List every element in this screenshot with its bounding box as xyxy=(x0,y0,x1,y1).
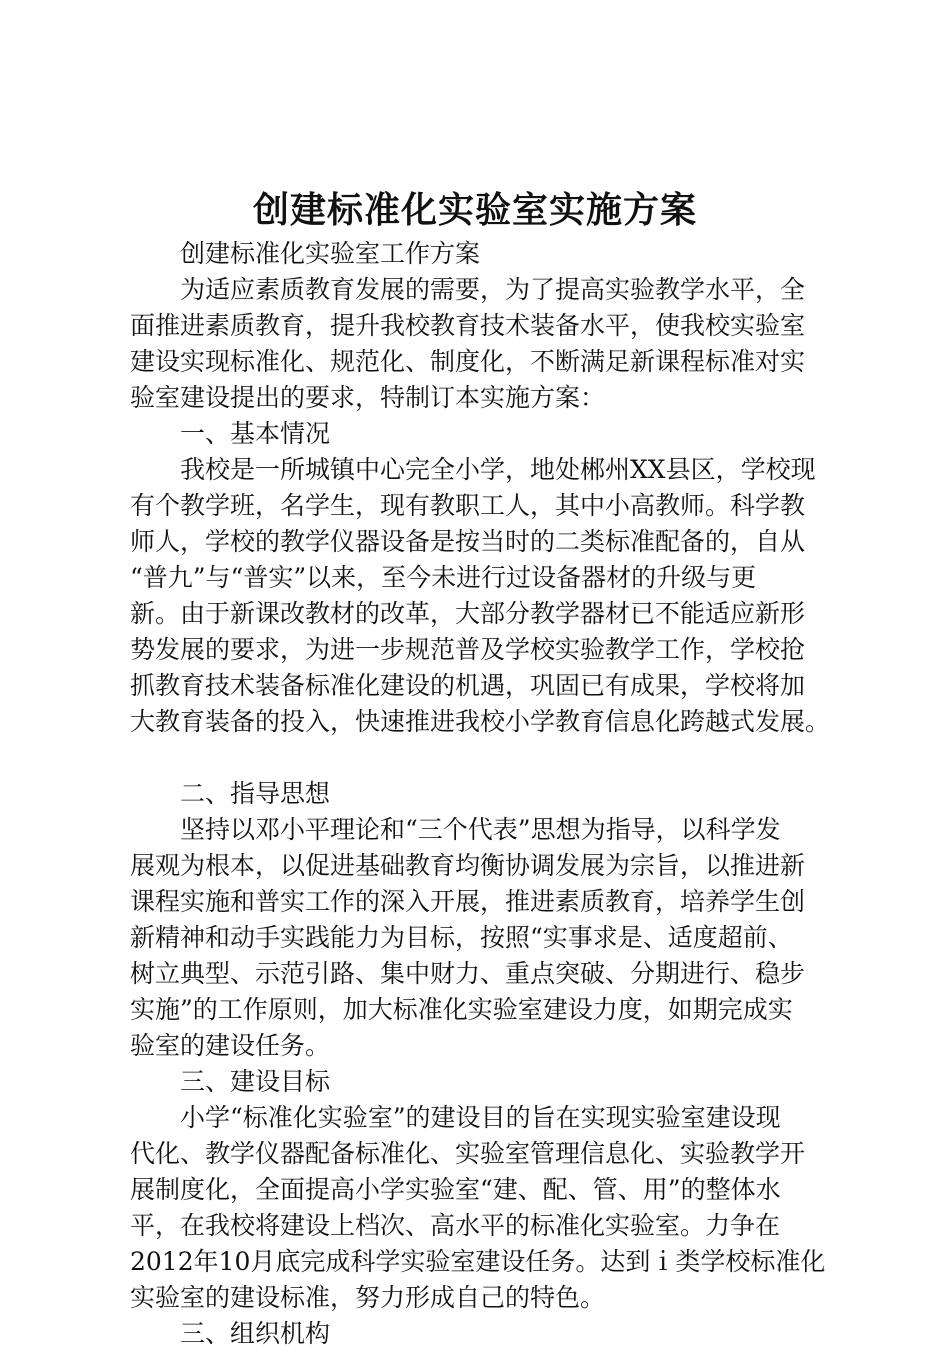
text-line: 势发展的要求，为进一步规范普及学校实验教学工作，学校抢 xyxy=(130,635,806,664)
text-line: 抓教育技术装备标准化建设的机遇，巩固已有成果，学校将加 xyxy=(130,671,806,700)
text-line: 实施”的工作原则，加大标准化实验室建设力度，如期完成实 xyxy=(130,995,793,1024)
text-line: 面推进素质教育，提升我校教育技术装备水平，使我校实验室 xyxy=(130,311,806,340)
document-title: 创建标准化实验室实施方案 xyxy=(252,189,697,231)
text-line: 验室建设提出的要求，特制订本实施方案： xyxy=(130,383,606,412)
text-line: 课程实施和普实工作的深入开展，推进素质教育，培养学生创 xyxy=(130,887,806,916)
text-line: 新精神和动手实践能力为目标，按照“实事求是、适度超前、 xyxy=(130,923,793,952)
text-line: 展观为根本，以促进基础教育均衡协调发展为宗旨，以推进新 xyxy=(130,851,806,880)
text-line: 小学“标准化实验室”的建设目的旨在实现实验室建设现 xyxy=(180,1103,781,1132)
text-line: 师人，学校的教学仪器设备是按当时的二类标准配备的，自从 xyxy=(130,527,806,556)
text-line: 我校是一所城镇中心完全小学，地处郴州XX县区，学校现 xyxy=(180,455,816,484)
text-line: “普九”与“普实”以来，至今未进行过设备器材的升级与更 xyxy=(130,563,757,592)
text-line: 实验室的建设标准，努力形成自己的特色。 xyxy=(130,1283,606,1312)
text-line: 三、组织机构 xyxy=(180,1319,331,1348)
text-line: 大教育装备的投入，快速推进我校小学教育信息化跨越式发展。 xyxy=(130,707,831,736)
text-line: 一、基本情况 xyxy=(180,419,331,448)
text-line: 展制度化，全面提高小学实验室“建、配、管、用”的整体水 xyxy=(130,1175,781,1204)
text-line: 坚持以邓小平理论和“三个代表”思想为指导，以科学发 xyxy=(180,815,781,844)
text-line: 二、指导思想 xyxy=(180,779,331,808)
text-line: 验室的建设任务。 xyxy=(130,1031,331,1060)
text-line: 平，在我校将建设上档次、高水平的标准化实验室。力争在 xyxy=(130,1211,781,1240)
text-line: 为适应素质教育发展的需要，为了提高实验教学水平，全 xyxy=(180,275,806,304)
text-line: 树立典型、示范引路、集中财力、重点突破、分期进行、稳步 xyxy=(130,959,806,988)
text-line: 三、建设目标 xyxy=(180,1067,331,1096)
text-line: 新。由于新课改教材的改革，大部分教学器材已不能适应新形 xyxy=(130,599,806,628)
text-line: 2012年10月底完成科学实验室建设任务。达到ｉ类学校标准化 xyxy=(130,1247,826,1276)
text-line: 建设实现标准化、规范化、制度化，不断满足新课程标准对实 xyxy=(130,347,806,376)
blank-line xyxy=(130,740,836,776)
text-line: 创建标准化实验室工作方案 xyxy=(180,239,481,268)
document-body xyxy=(130,236,836,1352)
text-line: 有个教学班，名学生，现有教职工人，其中小高教师。科学教 xyxy=(130,491,806,520)
text-line: 代化、教学仪器配备标准化、实验室管理信息化、实验教学开 xyxy=(130,1139,806,1168)
